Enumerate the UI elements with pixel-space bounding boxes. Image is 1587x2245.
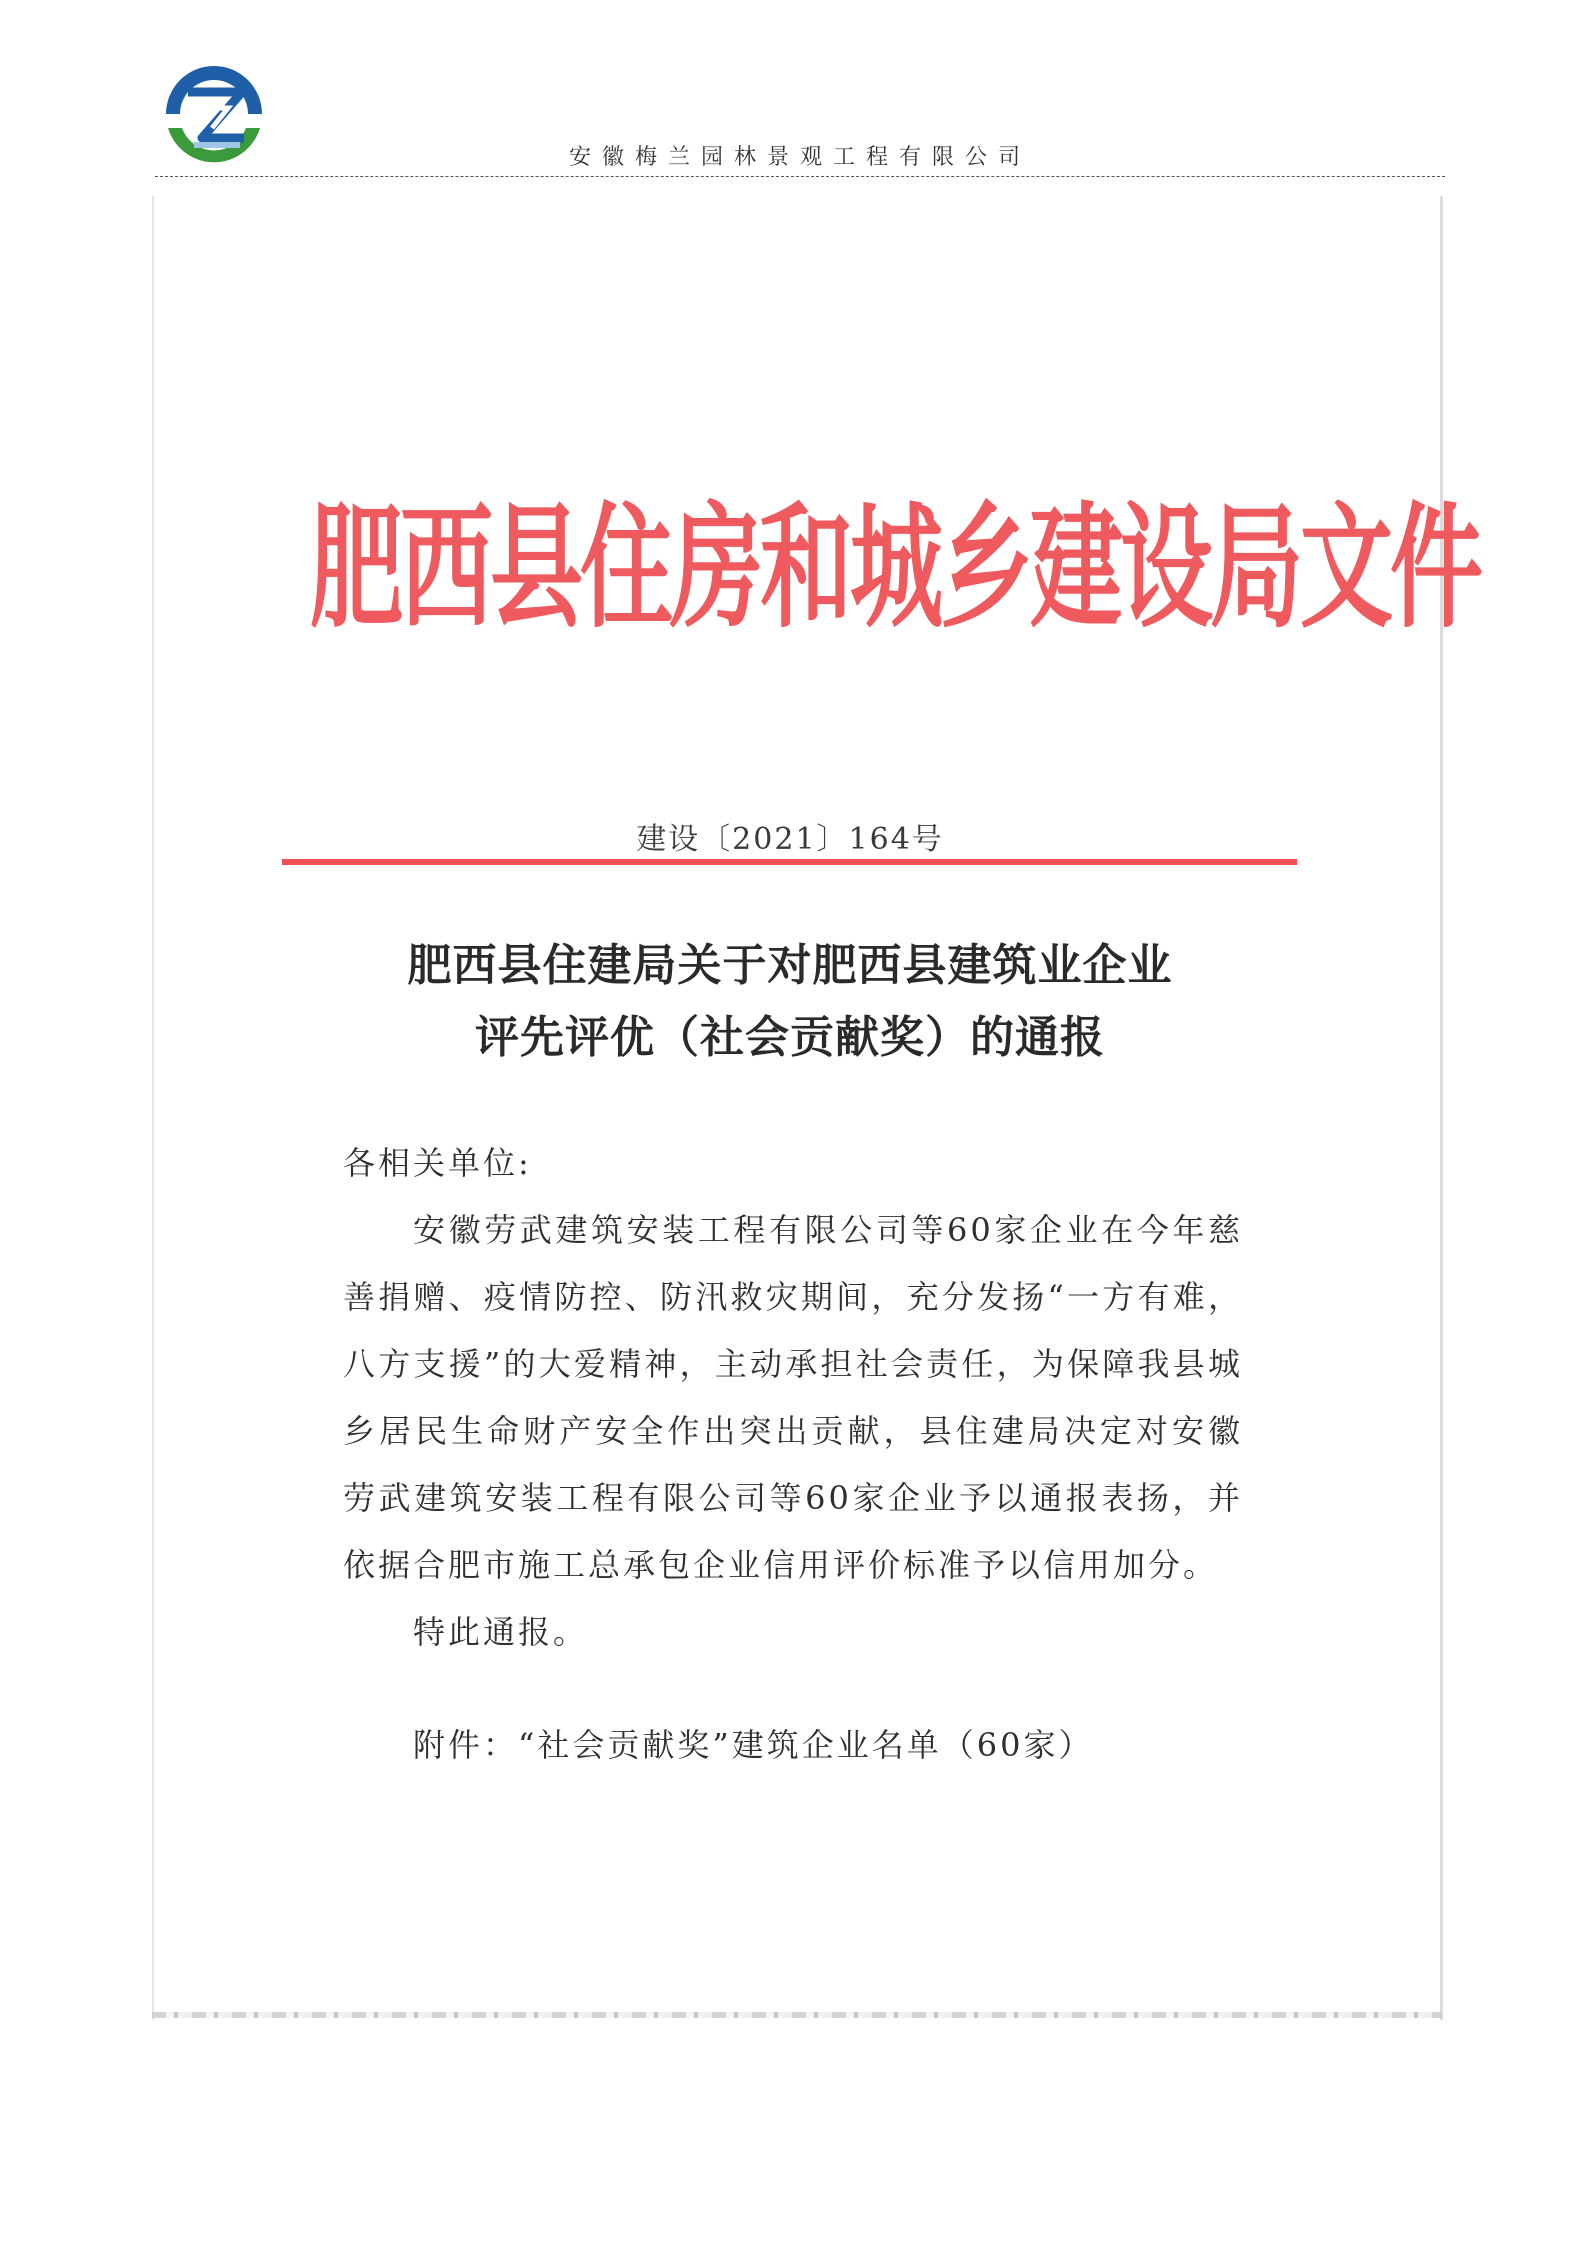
scan-bottom-edge bbox=[152, 2012, 1442, 2018]
salutation: 各相关单位: bbox=[343, 1144, 532, 1182]
notice-title bbox=[280, 930, 1300, 1074]
company-name: 安徽梅兰园林景观工程有限公司 bbox=[568, 145, 1031, 170]
attachment-line: 附件：“社会贡献奖”建筑企业名单（60家） bbox=[413, 1726, 1094, 1764]
page-header bbox=[155, 58, 1445, 178]
notice-title-line-2: 评先评优（社会贡献奖）的通报 bbox=[475, 1012, 1105, 1063]
notice-title-line-1: 肥西县住建局关于对肥西县建筑业企业 bbox=[407, 940, 1173, 991]
header-divider bbox=[155, 176, 1445, 177]
closing-line: 特此通报。 bbox=[413, 1613, 589, 1651]
notice-body bbox=[343, 1130, 1243, 1666]
document-number: 建设〔2021〕164号 bbox=[636, 822, 944, 857]
issuing-authority-title: 肥西县住房和城乡建设局文件 bbox=[310, 488, 1480, 647]
red-divider-line bbox=[282, 859, 1297, 865]
body-paragraph: 安徽劳武建筑安装工程有限公司等60家企业在今年慈善捐赠、疫情防控、防汛救灾期间，充分发扬“一方有难，八方支援”的大爱精神，主动承担社会责任，为保障我县城乡居民生命财产安全作出突出贡献，县住建局决定对安徽劳武建筑安装工程有限公司等60家企业予以通报表扬，并依据合肥市施工总承包企业信用评价标准予以信用加分。 bbox=[343, 1211, 1243, 1584]
